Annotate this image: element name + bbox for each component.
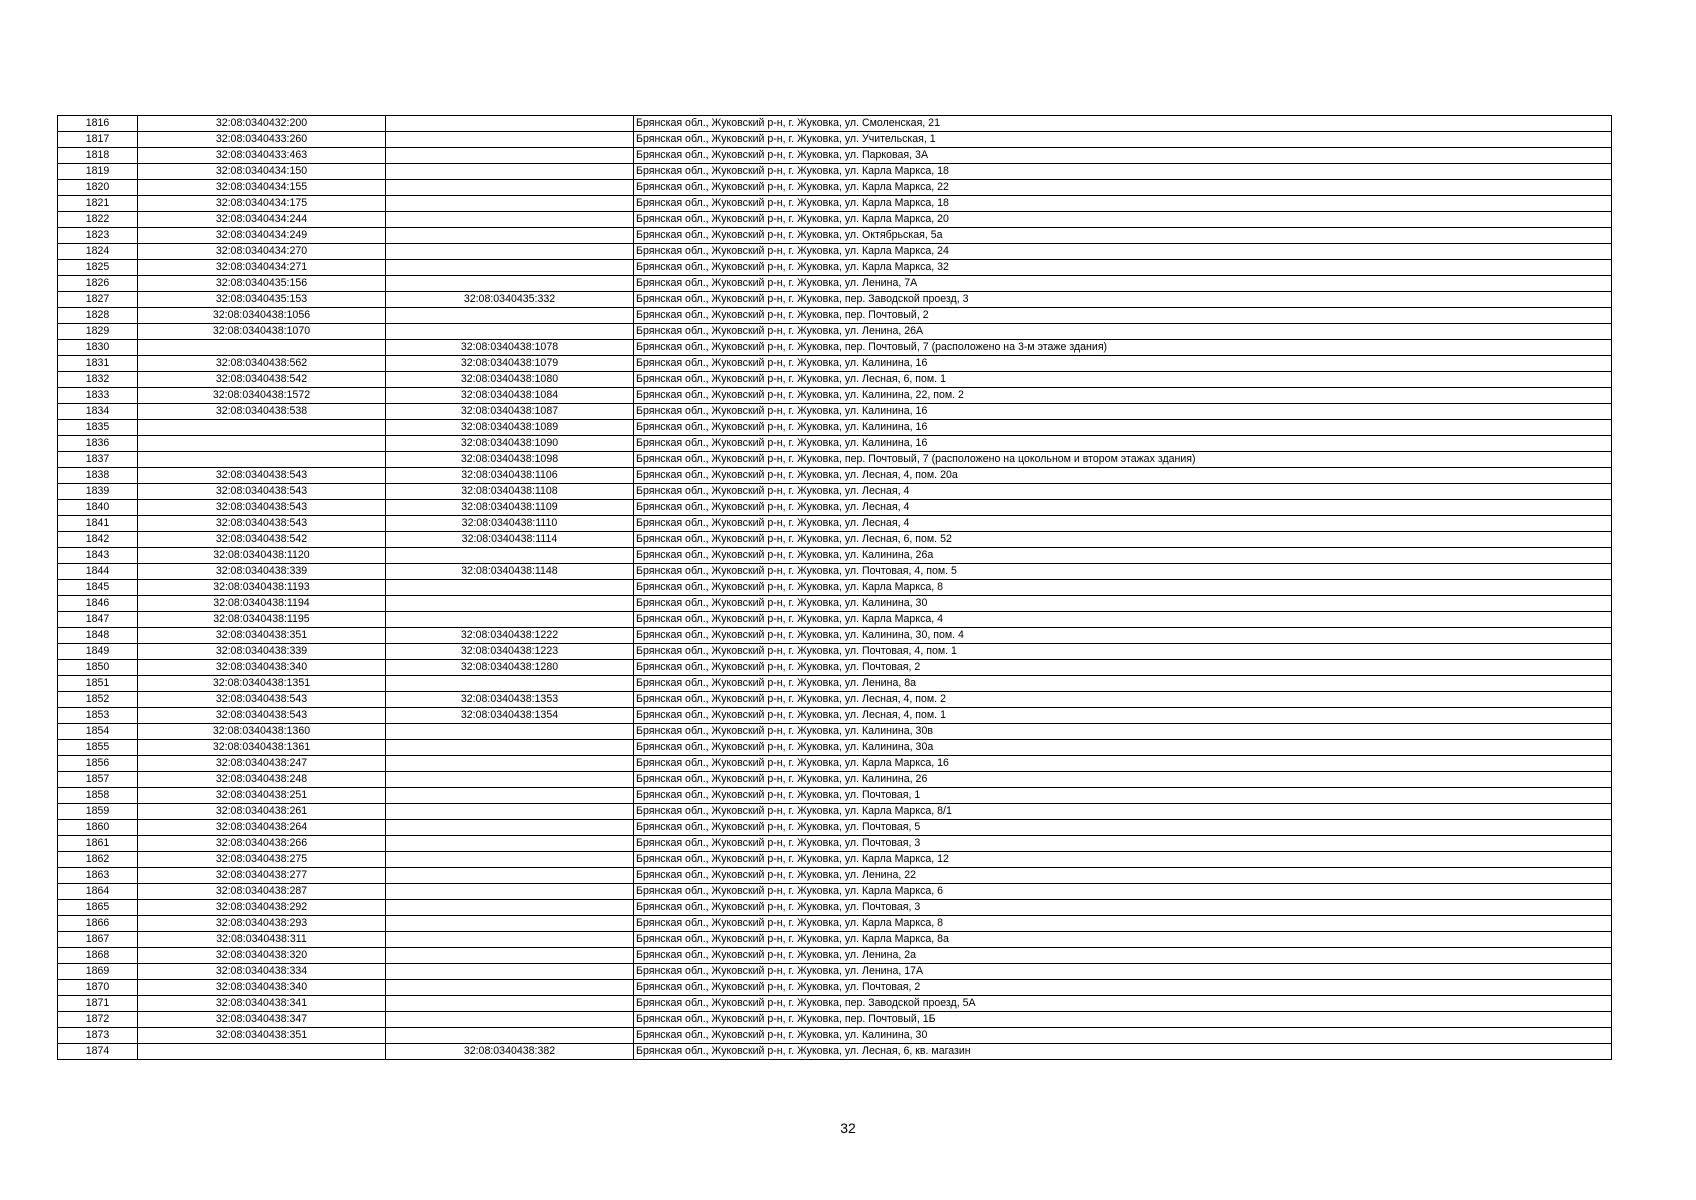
- address-cell: Брянская обл., Жуковский р-н, г. Жуковка, ул. Карла Маркса, 8а: [634, 932, 1612, 948]
- row-number-cell: 1824: [58, 244, 138, 260]
- object-cadastral-number-cell: [386, 180, 634, 196]
- table-row: [58, 948, 1612, 964]
- address-cell: Брянская обл., Жуковский р-н, г. Жуковка, пер. Почтовый, 1Б: [634, 1012, 1612, 1028]
- address-cell: Брянская обл., Жуковский р-н, г. Жуковка, ул. Почтовая, 1: [634, 788, 1612, 804]
- object-cadastral-number-cell: 32:08:0340438:1223: [386, 644, 634, 660]
- address-cell: Брянская обл., Жуковский р-н, г. Жуковка, ул. Почтовая, 2: [634, 660, 1612, 676]
- table-row: [58, 356, 1612, 372]
- row-number-cell: 1833: [58, 388, 138, 404]
- row-number-cell: 1858: [58, 788, 138, 804]
- land-cadastral-number-cell: 32:08:0340432:200: [138, 116, 386, 132]
- address-cell: Брянская обл., Жуковский р-н, г. Жуковка, ул. Калинина, 22, пом. 2: [634, 388, 1612, 404]
- land-cadastral-number-cell: 32:08:0340438:542: [138, 372, 386, 388]
- object-cadastral-number-cell: 32:08:0340438:1354: [386, 708, 634, 724]
- row-number-cell: 1852: [58, 692, 138, 708]
- row-number-cell: 1840: [58, 500, 138, 516]
- address-cell: Брянская обл., Жуковский р-н, г. Жуковка, ул. Карла Маркса, 12: [634, 852, 1612, 868]
- row-number-cell: 1873: [58, 1028, 138, 1044]
- table-row: [58, 324, 1612, 340]
- object-cadastral-number-cell: [386, 212, 634, 228]
- table-row: [58, 340, 1612, 356]
- land-cadastral-number-cell: 32:08:0340438:351: [138, 628, 386, 644]
- table-row: [58, 196, 1612, 212]
- table-row: [58, 980, 1612, 996]
- address-cell: Брянская обл., Жуковский р-н, г. Жуковка, ул. Лесная, 4: [634, 484, 1612, 500]
- land-cadastral-number-cell: 32:08:0340438:1194: [138, 596, 386, 612]
- table-body: [58, 116, 1612, 1060]
- row-number-cell: 1825: [58, 260, 138, 276]
- land-cadastral-number-cell: [138, 1044, 386, 1060]
- object-cadastral-number-cell: 32:08:0340438:1098: [386, 452, 634, 468]
- table-row: [58, 804, 1612, 820]
- land-cadastral-number-cell: 32:08:0340438:1360: [138, 724, 386, 740]
- address-cell: Брянская обл., Жуковский р-н, г. Жуковка, ул. Октябрьская, 5а: [634, 228, 1612, 244]
- table-row: [58, 996, 1612, 1012]
- table-row: [58, 772, 1612, 788]
- table-row: [58, 292, 1612, 308]
- row-number-cell: 1855: [58, 740, 138, 756]
- address-cell: Брянская обл., Жуковский р-н, г. Жуковка, ул. Карла Маркса, 4: [634, 612, 1612, 628]
- land-cadastral-number-cell: 32:08:0340434:175: [138, 196, 386, 212]
- land-cadastral-number-cell: 32:08:0340438:339: [138, 644, 386, 660]
- land-cadastral-number-cell: 32:08:0340435:153: [138, 292, 386, 308]
- address-cell: Брянская обл., Жуковский р-н, г. Жуковка, ул. Почтовая, 2: [634, 980, 1612, 996]
- address-cell: Брянская обл., Жуковский р-н, г. Жуковка, ул. Ленина, 2а: [634, 948, 1612, 964]
- land-cadastral-number-cell: 32:08:0340434:155: [138, 180, 386, 196]
- row-number-cell: 1870: [58, 980, 138, 996]
- address-cell: Брянская обл., Жуковский р-н, г. Жуковка, ул. Карла Маркса, 32: [634, 260, 1612, 276]
- cadastral-table: [57, 115, 1612, 1060]
- address-cell: Брянская обл., Жуковский р-н, г. Жуковка, ул. Калинина, 30а: [634, 740, 1612, 756]
- land-cadastral-number-cell: 32:08:0340438:341: [138, 996, 386, 1012]
- land-cadastral-number-cell: 32:08:0340438:1056: [138, 308, 386, 324]
- object-cadastral-number-cell: [386, 132, 634, 148]
- row-number-cell: 1857: [58, 772, 138, 788]
- land-cadastral-number-cell: [138, 340, 386, 356]
- row-number-cell: 1850: [58, 660, 138, 676]
- row-number-cell: 1839: [58, 484, 138, 500]
- address-cell: Брянская обл., Жуковский р-н, г. Жуковка, ул. Калинина, 30: [634, 596, 1612, 612]
- object-cadastral-number-cell: [386, 740, 634, 756]
- land-cadastral-number-cell: 32:08:0340434:271: [138, 260, 386, 276]
- row-number-cell: 1832: [58, 372, 138, 388]
- table-row: [58, 932, 1612, 948]
- row-number-cell: 1828: [58, 308, 138, 324]
- land-cadastral-number-cell: 32:08:0340438:266: [138, 836, 386, 852]
- object-cadastral-number-cell: [386, 244, 634, 260]
- land-cadastral-number-cell: 32:08:0340438:562: [138, 356, 386, 372]
- address-cell: Брянская обл., Жуковский р-н, г. Жуковка, пер. Заводской проезд, 3: [634, 292, 1612, 308]
- table-row: [58, 276, 1612, 292]
- table-row: [58, 308, 1612, 324]
- address-cell: Брянская обл., Жуковский р-н, г. Жуковка, пер. Заводской проезд, 5А: [634, 996, 1612, 1012]
- row-number-cell: 1865: [58, 900, 138, 916]
- object-cadastral-number-cell: [386, 804, 634, 820]
- row-number-cell: 1842: [58, 532, 138, 548]
- row-number-cell: 1866: [58, 916, 138, 932]
- table-row: [58, 244, 1612, 260]
- row-number-cell: 1861: [58, 836, 138, 852]
- land-cadastral-number-cell: 32:08:0340438:543: [138, 692, 386, 708]
- table-row: [58, 500, 1612, 516]
- address-cell: Брянская обл., Жуковский р-н, г. Жуковка, ул. Лесная, 4, пом. 1: [634, 708, 1612, 724]
- land-cadastral-number-cell: 32:08:0340438:340: [138, 660, 386, 676]
- object-cadastral-number-cell: 32:08:0340438:1090: [386, 436, 634, 452]
- table-row: [58, 116, 1612, 132]
- table-row: [58, 836, 1612, 852]
- table-row: [58, 452, 1612, 468]
- table-row: [58, 740, 1612, 756]
- address-cell: Брянская обл., Жуковский р-н, г. Жуковка, ул. Почтовая, 3: [634, 900, 1612, 916]
- address-cell: Брянская обл., Жуковский р-н, г. Жуковка, ул. Лесная, 4: [634, 500, 1612, 516]
- address-cell: Брянская обл., Жуковский р-н, г. Жуковка, ул. Карла Маркса, 6: [634, 884, 1612, 900]
- object-cadastral-number-cell: 32:08:0340438:382: [386, 1044, 634, 1060]
- row-number-cell: 1829: [58, 324, 138, 340]
- address-cell: Брянская обл., Жуковский р-н, г. Жуковка, ул. Почтовая, 3: [634, 836, 1612, 852]
- land-cadastral-number-cell: 32:08:0340433:260: [138, 132, 386, 148]
- land-cadastral-number-cell: 32:08:0340438:264: [138, 820, 386, 836]
- object-cadastral-number-cell: [386, 676, 634, 692]
- address-cell: Брянская обл., Жуковский р-н, г. Жуковка, ул. Лесная, 4: [634, 516, 1612, 532]
- land-cadastral-number-cell: 32:08:0340438:320: [138, 948, 386, 964]
- object-cadastral-number-cell: 32:08:0340438:1353: [386, 692, 634, 708]
- object-cadastral-number-cell: [386, 884, 634, 900]
- table-row: [58, 724, 1612, 740]
- row-number-cell: 1859: [58, 804, 138, 820]
- object-cadastral-number-cell: [386, 260, 634, 276]
- object-cadastral-number-cell: 32:08:0340438:1108: [386, 484, 634, 500]
- table-row: [58, 436, 1612, 452]
- land-cadastral-number-cell: 32:08:0340435:156: [138, 276, 386, 292]
- table-row: [58, 708, 1612, 724]
- object-cadastral-number-cell: [386, 772, 634, 788]
- land-cadastral-number-cell: 32:08:0340438:1120: [138, 548, 386, 564]
- object-cadastral-number-cell: [386, 596, 634, 612]
- row-number-cell: 1821: [58, 196, 138, 212]
- land-cadastral-number-cell: 32:08:0340433:463: [138, 148, 386, 164]
- address-cell: Брянская обл., Жуковский р-н, г. Жуковка, ул. Карла Маркса, 18: [634, 164, 1612, 180]
- row-number-cell: 1841: [58, 516, 138, 532]
- land-cadastral-number-cell: 32:08:0340438:275: [138, 852, 386, 868]
- row-number-cell: 1826: [58, 276, 138, 292]
- object-cadastral-number-cell: 32:08:0340438:1084: [386, 388, 634, 404]
- table-row: [58, 1012, 1612, 1028]
- address-cell: Брянская обл., Жуковский р-н, г. Жуковка, ул. Карла Маркса, 22: [634, 180, 1612, 196]
- address-cell: Брянская обл., Жуковский р-н, г. Жуковка, ул. Ленина, 8а: [634, 676, 1612, 692]
- row-number-cell: 1827: [58, 292, 138, 308]
- row-number-cell: 1847: [58, 612, 138, 628]
- table-row: [58, 148, 1612, 164]
- object-cadastral-number-cell: [386, 932, 634, 948]
- land-cadastral-number-cell: 32:08:0340438:1361: [138, 740, 386, 756]
- land-cadastral-number-cell: 32:08:0340438:1193: [138, 580, 386, 596]
- row-number-cell: 1872: [58, 1012, 138, 1028]
- address-cell: Брянская обл., Жуковский р-н, г. Жуковка, ул. Карла Маркса, 20: [634, 212, 1612, 228]
- address-cell: Брянская обл., Жуковский р-н, г. Жуковка, ул. Лесная, 4, пом. 20а: [634, 468, 1612, 484]
- address-cell: Брянская обл., Жуковский р-н, г. Жуковка, ул. Лесная, 6, пом. 52: [634, 532, 1612, 548]
- address-cell: Брянская обл., Жуковский р-н, г. Жуковка, ул. Карла Маркса, 24: [634, 244, 1612, 260]
- table-row: [58, 692, 1612, 708]
- row-number-cell: 1868: [58, 948, 138, 964]
- land-cadastral-number-cell: [138, 452, 386, 468]
- row-number-cell: 1835: [58, 420, 138, 436]
- land-cadastral-number-cell: 32:08:0340438:1195: [138, 612, 386, 628]
- table-row: [58, 644, 1612, 660]
- land-cadastral-number-cell: 32:08:0340438:251: [138, 788, 386, 804]
- address-cell: Брянская обл., Жуковский р-н, г. Жуковка, пер. Почтовый, 7 (расположено на 3-м этаже здания): [634, 340, 1612, 356]
- table-row: [58, 820, 1612, 836]
- land-cadastral-number-cell: 32:08:0340438:542: [138, 532, 386, 548]
- address-cell: Брянская обл., Жуковский р-н, г. Жуковка, ул. Карла Маркса, 18: [634, 196, 1612, 212]
- table-row: [58, 868, 1612, 884]
- address-cell: Брянская обл., Жуковский р-н, г. Жуковка, ул. Калинина, 26: [634, 772, 1612, 788]
- row-number-cell: 1851: [58, 676, 138, 692]
- row-number-cell: 1843: [58, 548, 138, 564]
- object-cadastral-number-cell: [386, 196, 634, 212]
- table-row: [58, 788, 1612, 804]
- address-cell: Брянская обл., Жуковский р-н, г. Жуковка, ул. Калинина, 16: [634, 404, 1612, 420]
- object-cadastral-number-cell: 32:08:0340435:332: [386, 292, 634, 308]
- land-cadastral-number-cell: [138, 420, 386, 436]
- row-number-cell: 1820: [58, 180, 138, 196]
- address-cell: Брянская обл., Жуковский р-н, г. Жуковка, пер. Почтовый, 2: [634, 308, 1612, 324]
- object-cadastral-number-cell: 32:08:0340438:1114: [386, 532, 634, 548]
- row-number-cell: 1867: [58, 932, 138, 948]
- object-cadastral-number-cell: [386, 852, 634, 868]
- object-cadastral-number-cell: 32:08:0340438:1280: [386, 660, 634, 676]
- row-number-cell: 1819: [58, 164, 138, 180]
- land-cadastral-number-cell: 32:08:0340434:244: [138, 212, 386, 228]
- object-cadastral-number-cell: 32:08:0340438:1078: [386, 340, 634, 356]
- land-cadastral-number-cell: 32:08:0340438:351: [138, 1028, 386, 1044]
- row-number-cell: 1848: [58, 628, 138, 644]
- address-cell: Брянская обл., Жуковский р-н, г. Жуковка, ул. Учительская, 1: [634, 132, 1612, 148]
- land-cadastral-number-cell: 32:08:0340438:277: [138, 868, 386, 884]
- table-row: [58, 1044, 1612, 1060]
- land-cadastral-number-cell: 32:08:0340438:543: [138, 708, 386, 724]
- object-cadastral-number-cell: 32:08:0340438:1080: [386, 372, 634, 388]
- land-cadastral-number-cell: 32:08:0340438:292: [138, 900, 386, 916]
- object-cadastral-number-cell: [386, 324, 634, 340]
- table-row: [58, 388, 1612, 404]
- land-cadastral-number-cell: 32:08:0340438:247: [138, 756, 386, 772]
- address-cell: Брянская обл., Жуковский р-н, г. Жуковка, ул. Смоленская, 21: [634, 116, 1612, 132]
- address-cell: Брянская обл., Жуковский р-н, г. Жуковка, ул. Карла Маркса, 16: [634, 756, 1612, 772]
- address-cell: Брянская обл., Жуковский р-н, г. Жуковка, ул. Калинина, 30в: [634, 724, 1612, 740]
- object-cadastral-number-cell: [386, 724, 634, 740]
- table-row: [58, 628, 1612, 644]
- object-cadastral-number-cell: [386, 996, 634, 1012]
- object-cadastral-number-cell: [386, 788, 634, 804]
- land-cadastral-number-cell: 32:08:0340438:347: [138, 1012, 386, 1028]
- land-cadastral-number-cell: 32:08:0340438:311: [138, 932, 386, 948]
- table-row: [58, 564, 1612, 580]
- row-number-cell: 1837: [58, 452, 138, 468]
- table-row: [58, 132, 1612, 148]
- land-cadastral-number-cell: [138, 436, 386, 452]
- row-number-cell: 1871: [58, 996, 138, 1012]
- land-cadastral-number-cell: 32:08:0340438:339: [138, 564, 386, 580]
- table-row: [58, 420, 1612, 436]
- object-cadastral-number-cell: [386, 580, 634, 596]
- table-row: [58, 964, 1612, 980]
- address-cell: Брянская обл., Жуковский р-н, г. Жуковка, ул. Ленина, 17А: [634, 964, 1612, 980]
- object-cadastral-number-cell: [386, 612, 634, 628]
- land-cadastral-number-cell: 32:08:0340434:150: [138, 164, 386, 180]
- land-cadastral-number-cell: 32:08:0340438:248: [138, 772, 386, 788]
- row-number-cell: 1853: [58, 708, 138, 724]
- object-cadastral-number-cell: 32:08:0340438:1079: [386, 356, 634, 372]
- address-cell: Брянская обл., Жуковский р-н, г. Жуковка, ул. Калинина, 30, пом. 4: [634, 628, 1612, 644]
- table-row: [58, 660, 1612, 676]
- row-number-cell: 1830: [58, 340, 138, 356]
- row-number-cell: 1869: [58, 964, 138, 980]
- table-row: [58, 532, 1612, 548]
- table-row: [58, 612, 1612, 628]
- object-cadastral-number-cell: 32:08:0340438:1087: [386, 404, 634, 420]
- table-row: [58, 404, 1612, 420]
- address-cell: Брянская обл., Жуковский р-н, г. Жуковка, ул. Карла Маркса, 8/1: [634, 804, 1612, 820]
- land-cadastral-number-cell: 32:08:0340438:543: [138, 500, 386, 516]
- address-cell: Брянская обл., Жуковский р-н, г. Жуковка, ул. Почтовая, 5: [634, 820, 1612, 836]
- row-number-cell: 1822: [58, 212, 138, 228]
- table-row: [58, 596, 1612, 612]
- object-cadastral-number-cell: [386, 980, 634, 996]
- land-cadastral-number-cell: 32:08:0340434:249: [138, 228, 386, 244]
- address-cell: Брянская обл., Жуковский р-н, г. Жуковка, ул. Лесная, 4, пом. 2: [634, 692, 1612, 708]
- address-cell: Брянская обл., Жуковский р-н, г. Жуковка, пер. Почтовый, 7 (расположено на цокольном и втором этажах здания): [634, 452, 1612, 468]
- address-cell: Брянская обл., Жуковский р-н, г. Жуковка, ул. Ленина, 26А: [634, 324, 1612, 340]
- land-cadastral-number-cell: 32:08:0340438:538: [138, 404, 386, 420]
- object-cadastral-number-cell: [386, 228, 634, 244]
- object-cadastral-number-cell: [386, 1012, 634, 1028]
- table-row: [58, 852, 1612, 868]
- row-number-cell: 1856: [58, 756, 138, 772]
- object-cadastral-number-cell: [386, 1028, 634, 1044]
- land-cadastral-number-cell: 32:08:0340438:334: [138, 964, 386, 980]
- row-number-cell: 1854: [58, 724, 138, 740]
- address-cell: Брянская обл., Жуковский р-н, г. Жуковка, ул. Карла Маркса, 8: [634, 580, 1612, 596]
- row-number-cell: 1823: [58, 228, 138, 244]
- object-cadastral-number-cell: 32:08:0340438:1089: [386, 420, 634, 436]
- object-cadastral-number-cell: [386, 756, 634, 772]
- table-row: [58, 260, 1612, 276]
- address-cell: Брянская обл., Жуковский р-н, г. Жуковка, ул. Почтовая, 4, пом. 5: [634, 564, 1612, 580]
- object-cadastral-number-cell: [386, 964, 634, 980]
- object-cadastral-number-cell: 32:08:0340438:1106: [386, 468, 634, 484]
- table-row: [58, 484, 1612, 500]
- table-row: [58, 1028, 1612, 1044]
- object-cadastral-number-cell: 32:08:0340438:1109: [386, 500, 634, 516]
- object-cadastral-number-cell: 32:08:0340438:1222: [386, 628, 634, 644]
- table-row: [58, 228, 1612, 244]
- object-cadastral-number-cell: [386, 548, 634, 564]
- object-cadastral-number-cell: [386, 836, 634, 852]
- object-cadastral-number-cell: [386, 868, 634, 884]
- table-row: [58, 180, 1612, 196]
- land-cadastral-number-cell: 32:08:0340438:543: [138, 468, 386, 484]
- row-number-cell: 1838: [58, 468, 138, 484]
- row-number-cell: 1816: [58, 116, 138, 132]
- object-cadastral-number-cell: [386, 900, 634, 916]
- land-cadastral-number-cell: 32:08:0340438:1351: [138, 676, 386, 692]
- land-cadastral-number-cell: 32:08:0340438:261: [138, 804, 386, 820]
- address-cell: Брянская обл., Жуковский р-н, г. Жуковка, ул. Почтовая, 4, пом. 1: [634, 644, 1612, 660]
- row-number-cell: 1834: [58, 404, 138, 420]
- object-cadastral-number-cell: [386, 164, 634, 180]
- land-cadastral-number-cell: 32:08:0340438:1572: [138, 388, 386, 404]
- row-number-cell: 1862: [58, 852, 138, 868]
- row-number-cell: 1845: [58, 580, 138, 596]
- object-cadastral-number-cell: [386, 308, 634, 324]
- table-row: [58, 548, 1612, 564]
- address-cell: Брянская обл., Жуковский р-н, г. Жуковка, ул. Ленина, 22: [634, 868, 1612, 884]
- address-cell: Брянская обл., Жуковский р-н, г. Жуковка, ул. Калинина, 16: [634, 356, 1612, 372]
- land-cadastral-number-cell: 32:08:0340438:543: [138, 516, 386, 532]
- address-cell: Брянская обл., Жуковский р-н, г. Жуковка, ул. Ленина, 7А: [634, 276, 1612, 292]
- row-number-cell: 1874: [58, 1044, 138, 1060]
- table-row: [58, 580, 1612, 596]
- object-cadastral-number-cell: 32:08:0340438:1148: [386, 564, 634, 580]
- land-cadastral-number-cell: 32:08:0340438:287: [138, 884, 386, 900]
- address-cell: Брянская обл., Жуковский р-н, г. Жуковка, ул. Парковая, 3А: [634, 148, 1612, 164]
- land-cadastral-number-cell: 32:08:0340438:543: [138, 484, 386, 500]
- row-number-cell: 1849: [58, 644, 138, 660]
- table-row: [58, 516, 1612, 532]
- row-number-cell: 1863: [58, 868, 138, 884]
- row-number-cell: 1836: [58, 436, 138, 452]
- row-number-cell: 1818: [58, 148, 138, 164]
- table-row: [58, 916, 1612, 932]
- address-cell: Брянская обл., Жуковский р-н, г. Жуковка, ул. Калинина, 16: [634, 436, 1612, 452]
- table-row: [58, 212, 1612, 228]
- object-cadastral-number-cell: [386, 148, 634, 164]
- table-row: [58, 676, 1612, 692]
- address-cell: Брянская обл., Жуковский р-н, г. Жуковка, ул. Калинина, 26а: [634, 548, 1612, 564]
- table-row: [58, 900, 1612, 916]
- land-cadastral-number-cell: 32:08:0340438:1070: [138, 324, 386, 340]
- object-cadastral-number-cell: 32:08:0340438:1110: [386, 516, 634, 532]
- address-cell: Брянская обл., Жуковский р-н, г. Жуковка, ул. Калинина, 16: [634, 420, 1612, 436]
- object-cadastral-number-cell: [386, 276, 634, 292]
- land-cadastral-number-cell: 32:08:0340438:340: [138, 980, 386, 996]
- row-number-cell: 1864: [58, 884, 138, 900]
- address-cell: Брянская обл., Жуковский р-н, г. Жуковка, ул. Лесная, 6, пом. 1: [634, 372, 1612, 388]
- table-row: [58, 884, 1612, 900]
- table-row: [58, 756, 1612, 772]
- row-number-cell: 1831: [58, 356, 138, 372]
- address-cell: Брянская обл., Жуковский р-н, г. Жуковка, ул. Карла Маркса, 8: [634, 916, 1612, 932]
- page-number: 32: [840, 1120, 856, 1136]
- table-row: [58, 164, 1612, 180]
- row-number-cell: 1844: [58, 564, 138, 580]
- object-cadastral-number-cell: [386, 916, 634, 932]
- address-cell: Брянская обл., Жуковский р-н, г. Жуковка, ул. Лесная, 6, кв. магазин: [634, 1044, 1612, 1060]
- land-cadastral-number-cell: 32:08:0340434:270: [138, 244, 386, 260]
- address-cell: Брянская обл., Жуковский р-н, г. Жуковка, ул. Калинина, 30: [634, 1028, 1612, 1044]
- object-cadastral-number-cell: [386, 116, 634, 132]
- object-cadastral-number-cell: [386, 820, 634, 836]
- table-row: [58, 468, 1612, 484]
- object-cadastral-number-cell: [386, 948, 634, 964]
- table-row: [58, 372, 1612, 388]
- land-cadastral-number-cell: 32:08:0340438:293: [138, 916, 386, 932]
- row-number-cell: 1846: [58, 596, 138, 612]
- row-number-cell: 1817: [58, 132, 138, 148]
- row-number-cell: 1860: [58, 820, 138, 836]
